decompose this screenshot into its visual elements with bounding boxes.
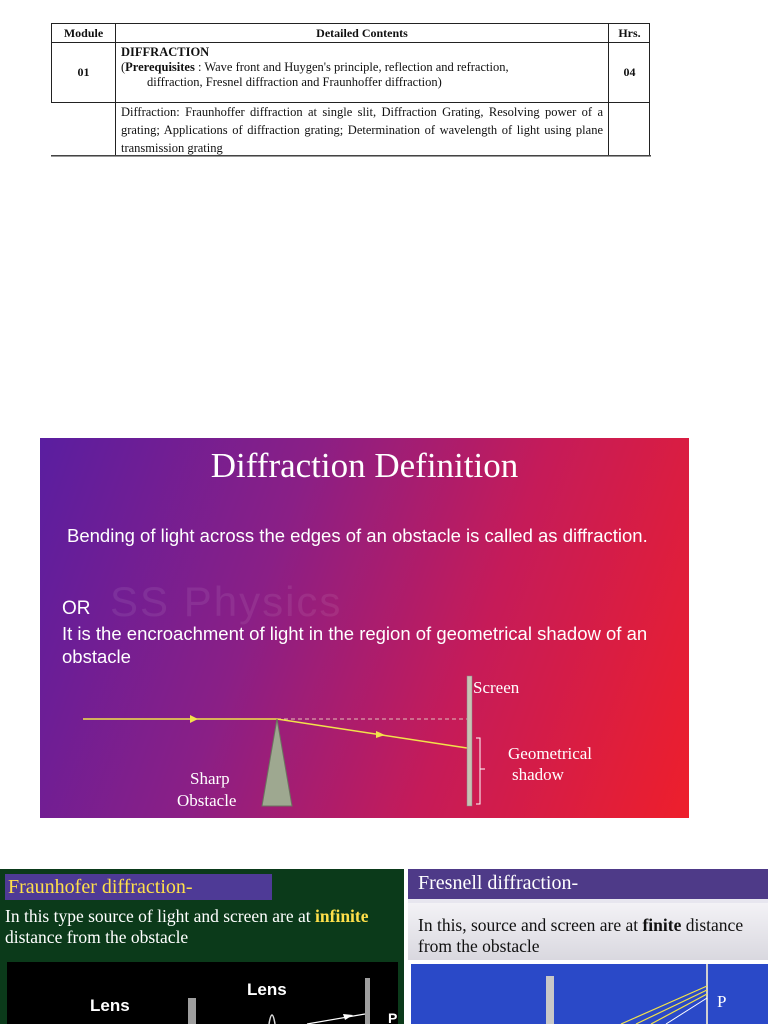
prerequisites-text-2: diffraction, Fresnel diffraction and Fraunhoffer diffraction) bbox=[147, 75, 442, 89]
module-number: 01 bbox=[52, 43, 116, 102]
header-hours: Hrs. bbox=[609, 24, 650, 43]
slide-fresnel bbox=[408, 869, 768, 1024]
converging-ray-arrow bbox=[343, 1014, 353, 1020]
fresnel-text-pre: In this, source and screen are at bbox=[418, 915, 643, 935]
topic-title: DIFFRACTION bbox=[121, 45, 210, 59]
screen-shape bbox=[467, 676, 472, 806]
fresnel-diagram-shapes bbox=[411, 964, 768, 1024]
slide-title: Diffraction Definition bbox=[210, 446, 519, 485]
fraunhofer-screen-shape bbox=[365, 978, 370, 1024]
fresnel-diagram bbox=[411, 964, 768, 1024]
fraunhofer-diagram bbox=[7, 962, 398, 1024]
lens-label-2: Lens bbox=[247, 980, 287, 999]
hours-value: 04 bbox=[623, 65, 636, 79]
alt-definition-text: It is the encroachment of light in the region of geometrical shadow of an obstacle bbox=[62, 623, 648, 667]
diffracted-ray-arrow bbox=[376, 731, 385, 738]
contents-hours-cell bbox=[609, 102, 650, 156]
fresnel-obstacle-shape bbox=[546, 976, 554, 1024]
incident-ray-arrow bbox=[190, 715, 198, 723]
fraunhofer-diagram-shapes bbox=[7, 962, 398, 1024]
fresnel-text-bold: finite bbox=[642, 915, 682, 935]
fresnel-text-post: distance from the obstacle bbox=[418, 915, 744, 956]
fresnel-ray-1 bbox=[621, 986, 707, 1024]
prerequisites-label: Prerequisites bbox=[125, 60, 195, 74]
prerequisites-text-1: : Wave front and Huygen's principle, reflection and refraction, bbox=[194, 60, 509, 74]
fraunhofer-title: Fraunhofer diffraction- bbox=[5, 874, 272, 900]
fraunhofer-text-pre: In this type source of light and screen are at bbox=[5, 906, 316, 926]
definition-text: Bending of light across the edges of an obstacle is called as diffraction. bbox=[67, 525, 648, 546]
fresnel-title: Fresnell diffraction- bbox=[408, 869, 768, 899]
or-text: OR bbox=[62, 598, 91, 619]
fresnel-ray-2 bbox=[636, 990, 707, 1024]
fraunhofer-text-post: distance from the obstacle bbox=[5, 927, 189, 947]
lens-label-1: Lens bbox=[90, 996, 130, 1015]
shadow-bracket bbox=[476, 738, 485, 804]
slide-fraunhofer bbox=[0, 869, 404, 1024]
syllabus-row-1 bbox=[51, 23, 650, 103]
converging-ray-1 bbox=[307, 1014, 365, 1024]
shadow-label-1: Geometrical bbox=[508, 744, 593, 763]
shadow-label-2: shadow bbox=[512, 765, 564, 784]
table-bottom-rule bbox=[51, 155, 651, 157]
fresnel-text bbox=[418, 915, 768, 957]
diffracted-ray bbox=[277, 719, 467, 748]
detail-cell bbox=[116, 43, 609, 102]
prerequisites-line: (Prerequisites : Wave front and Huygen's principle, reflection and refraction, bbox=[121, 60, 509, 74]
header-detailed-contents: Detailed Contents bbox=[116, 24, 609, 43]
header-module: Module bbox=[52, 24, 116, 43]
obstacle-label-2: Obstacle bbox=[177, 791, 237, 810]
sharp-obstacle-shape bbox=[262, 719, 292, 806]
fresnel-point-p-label: P bbox=[717, 992, 727, 1011]
obstacle-label-1: Sharp bbox=[190, 769, 230, 788]
syllabus-table bbox=[51, 23, 651, 157]
slide-diffraction-definition bbox=[40, 438, 689, 818]
fraunhofer-text bbox=[5, 906, 401, 948]
contents-cell: Diffraction: Fraunhoffer diffraction at single slit, Diffraction Grating, Resolving power of a grating; Applications of diffraction grating; Determination of wavelength of light using plane transmission grating bbox=[115, 102, 609, 156]
lens-shape bbox=[269, 1015, 275, 1024]
screen-label: Screen bbox=[473, 678, 520, 697]
point-p-label: P bbox=[388, 1010, 398, 1024]
fraunhofer-text-highlight: infinite bbox=[315, 906, 369, 926]
watermark: SS Physics bbox=[110, 578, 343, 625]
slit-shape bbox=[188, 998, 196, 1024]
